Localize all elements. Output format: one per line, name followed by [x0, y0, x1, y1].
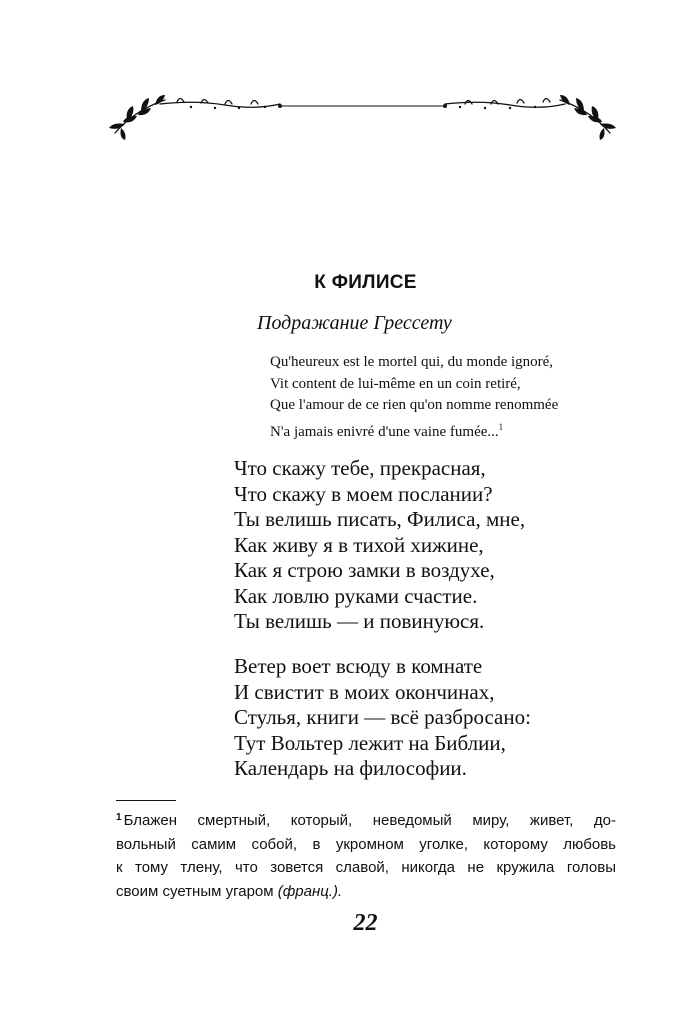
verse-line: Стулья, книги — всё разбросано:	[234, 705, 531, 729]
footnote-reference[interactable]: 1	[498, 421, 504, 432]
verse-line: Что скажу тебе, прекрасная,	[234, 456, 486, 480]
verse-line: Как живу я в тихой хижине,	[234, 532, 484, 557]
verse-line: Ты велишь писать, Филиса, мне,	[234, 507, 526, 531]
footnote-line: вольный самим собой, в укромном уголке, которому любовь	[116, 835, 616, 853]
epigraph-line: Vit content de lui-même en un coin retiré,	[270, 375, 521, 392]
verse-line: Как ловлю руками счастие.	[234, 583, 478, 608]
footnote-text: своим суетным угаром	[116, 882, 274, 900]
footnote-line: к тому тлену, что зовется славой, никогда не кружила головы	[116, 859, 616, 876]
footnote-mark: 1	[116, 812, 122, 823]
verse-line: Ты велишь — и повинуюся.	[234, 609, 485, 633]
poem-subtitle: Подражание Грессету	[257, 312, 452, 334]
verse-line: Ветер воет всюду в комнате	[234, 654, 483, 678]
language-note: (франц.).	[277, 882, 343, 900]
verse-line: Тут Вольтер лежит на Библии,	[234, 730, 506, 755]
epigraph-line: Que l'amour de ce rien qu'on nomme renommée	[270, 397, 559, 413]
verse-line: Как я строю замки в воздухе,	[234, 558, 495, 582]
verse-line: Что скажу в моем послании?	[234, 481, 493, 506]
poem-title: К ФИЛИСЕ	[314, 272, 417, 293]
epigraph	[270, 352, 558, 443]
verse-line: И свистит в моих окончинах,	[234, 679, 495, 704]
stanza-1	[234, 456, 525, 635]
footnote-line	[116, 880, 616, 904]
footnote-divider	[116, 800, 176, 801]
footnote	[116, 806, 616, 903]
page-number: 22	[353, 910, 378, 936]
footnote-text: Блажен смертный, который, неведомый миру, живет, до-	[123, 812, 616, 829]
epigraph-line	[270, 417, 558, 444]
floral-vine-border	[105, 88, 620, 148]
footnote-line	[116, 806, 616, 833]
stanza-2	[234, 654, 531, 782]
epigraph-line: Qu'heureux est le mortel qui, du monde ignoré,	[270, 354, 554, 370]
verse-line: Календарь на философии.	[234, 756, 467, 780]
epigraph-line-text: N'a jamais enivré d'une vaine fumée...	[270, 423, 499, 440]
